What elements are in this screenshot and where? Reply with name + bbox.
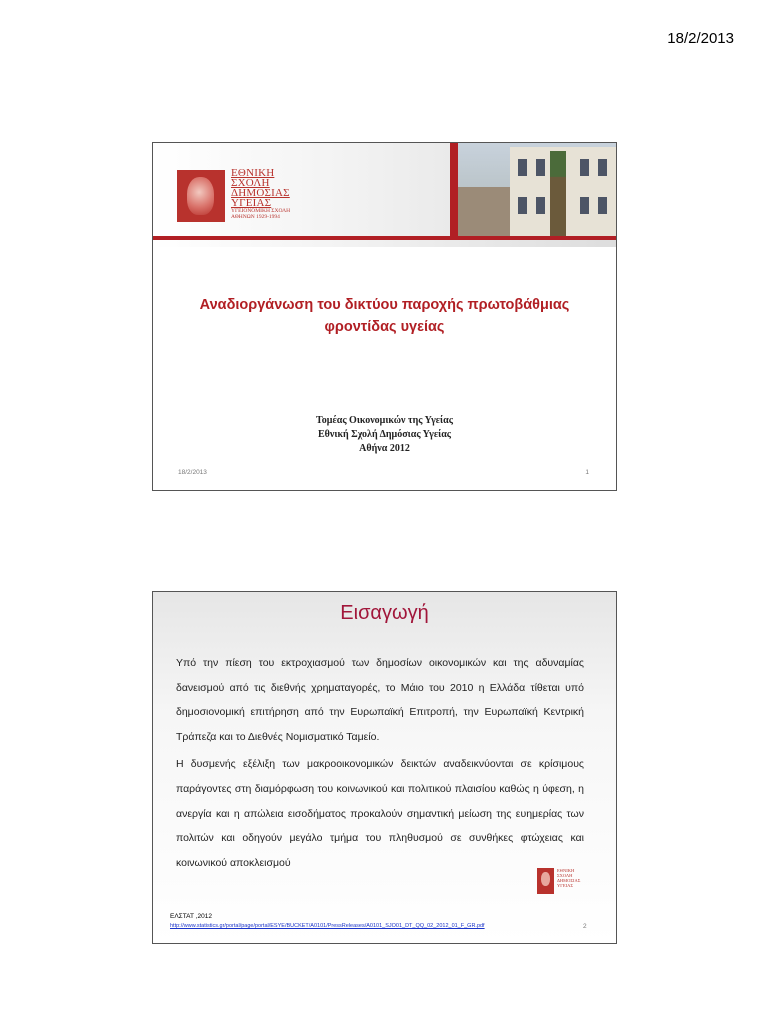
- logo-line: ΥΓΕΙΑΣ: [231, 197, 272, 209]
- logo-line: ΣΧΟΛΗ: [557, 873, 573, 878]
- source-link[interactable]: http://www.statistics.gr/portal/page/portal/ESYE/BUCKET/A0101/PressReleases/A0101_SJO01_DT_QQ_02_2012_01_F_GR.pdf: [170, 923, 485, 929]
- building-roof: [458, 187, 512, 236]
- place-year-line: Αθήνα 2012: [359, 443, 410, 454]
- window: [536, 197, 545, 214]
- school-logo-small: [537, 866, 589, 898]
- window: [598, 159, 607, 176]
- page-date: 18/2/2013: [667, 30, 734, 47]
- logo-line: ΣΧΟΛΗ: [231, 177, 270, 189]
- window: [580, 197, 589, 214]
- slide-number: 2: [583, 923, 587, 930]
- logo-line: ΥΓΕΙΑΣ: [557, 883, 573, 888]
- slide-1: [152, 142, 617, 491]
- logo-small-text: [557, 868, 589, 888]
- school-logo-image: [177, 170, 225, 222]
- logo-line: ΔΗΜΟΣΙΑΣ: [231, 187, 290, 199]
- body-paragraph: Υπό την πίεση του εκτροχιασμού των δημοσίων οικονομικών και της αδυναμίας δανεισμού από τις διεθνής χρηματαγορές, το Μάιο του 2010 η Ελλάδα τίθεται υπό δημοσιονομική επιτήρηση από την Ευρωπαϊκή Επιτροπή, την Ευρωπαϊκή Κεντρική Τράπεζα και το Διεθνές Νομισματικό Ταμείο.: [176, 657, 584, 743]
- slide-number: 1: [585, 469, 589, 476]
- window: [598, 197, 607, 214]
- body-paragraph: Η δυσμενής εξέλιξη των μακροοικονομικών δεικτών αναδεικνύονται σε κρίσιμους παράγοντες στη διαμόρφωση του κοινωνικού και πολιτικού πλαισίου καθώς η ύφεση, η ανεργία και η απώλεια εισοδήματος προκαλούν σημαντική μείωση της ευημερίας των πολιτών και οδηγούν μεγάλο τμήμα του πληθυσμού σε συνθήκες φτώχειας και κοινωνικού αποκλεισμού: [176, 758, 584, 869]
- logo-subline: ΥΓΕΙΟΝΟΜΙΚΗ ΣΧΟΛΗ: [231, 208, 291, 214]
- slide-title: [173, 294, 596, 338]
- school-line: Εθνική Σχολή Δημόσιας Υγείας: [317, 429, 452, 440]
- slide-footer-date: 18/2/2013: [178, 469, 207, 476]
- statue-head-icon: [187, 177, 214, 215]
- window: [536, 159, 545, 176]
- window: [518, 197, 527, 214]
- logo-mark: [537, 868, 554, 894]
- window: [518, 159, 527, 176]
- slide-2: [152, 591, 617, 944]
- building-photo: [450, 143, 616, 236]
- palm-tree: [550, 151, 566, 236]
- logo-line: ΕΘΝΙΚΗ: [231, 167, 275, 179]
- title-line: Αναδιοργάνωση του δικτύου παροχής πρωτοβάθμιας: [199, 297, 570, 313]
- accent-bar: [450, 143, 458, 236]
- author-info: [253, 414, 516, 456]
- statue-head-icon: [541, 872, 550, 886]
- department-line: Τομέας Οικονομικών της Υγείας: [316, 415, 453, 426]
- logo-subline: ΑΘΗΝΩΝ 1929-1994: [231, 214, 280, 220]
- window: [580, 159, 589, 176]
- logo-line: ΕΘΝΙΚΗ: [557, 868, 575, 873]
- header-divider: [153, 236, 616, 240]
- school-logo-text: [231, 168, 311, 220]
- logo-line: ΔΗΜΟΣΙΑΣ: [557, 878, 581, 883]
- slide-title: Εισαγωγή: [340, 602, 429, 624]
- slide-body: [176, 651, 584, 878]
- title-line: φροντίδας υγείας: [324, 319, 445, 335]
- source-citation: ΕΛΣΤΑΤ ,2012: [170, 913, 212, 920]
